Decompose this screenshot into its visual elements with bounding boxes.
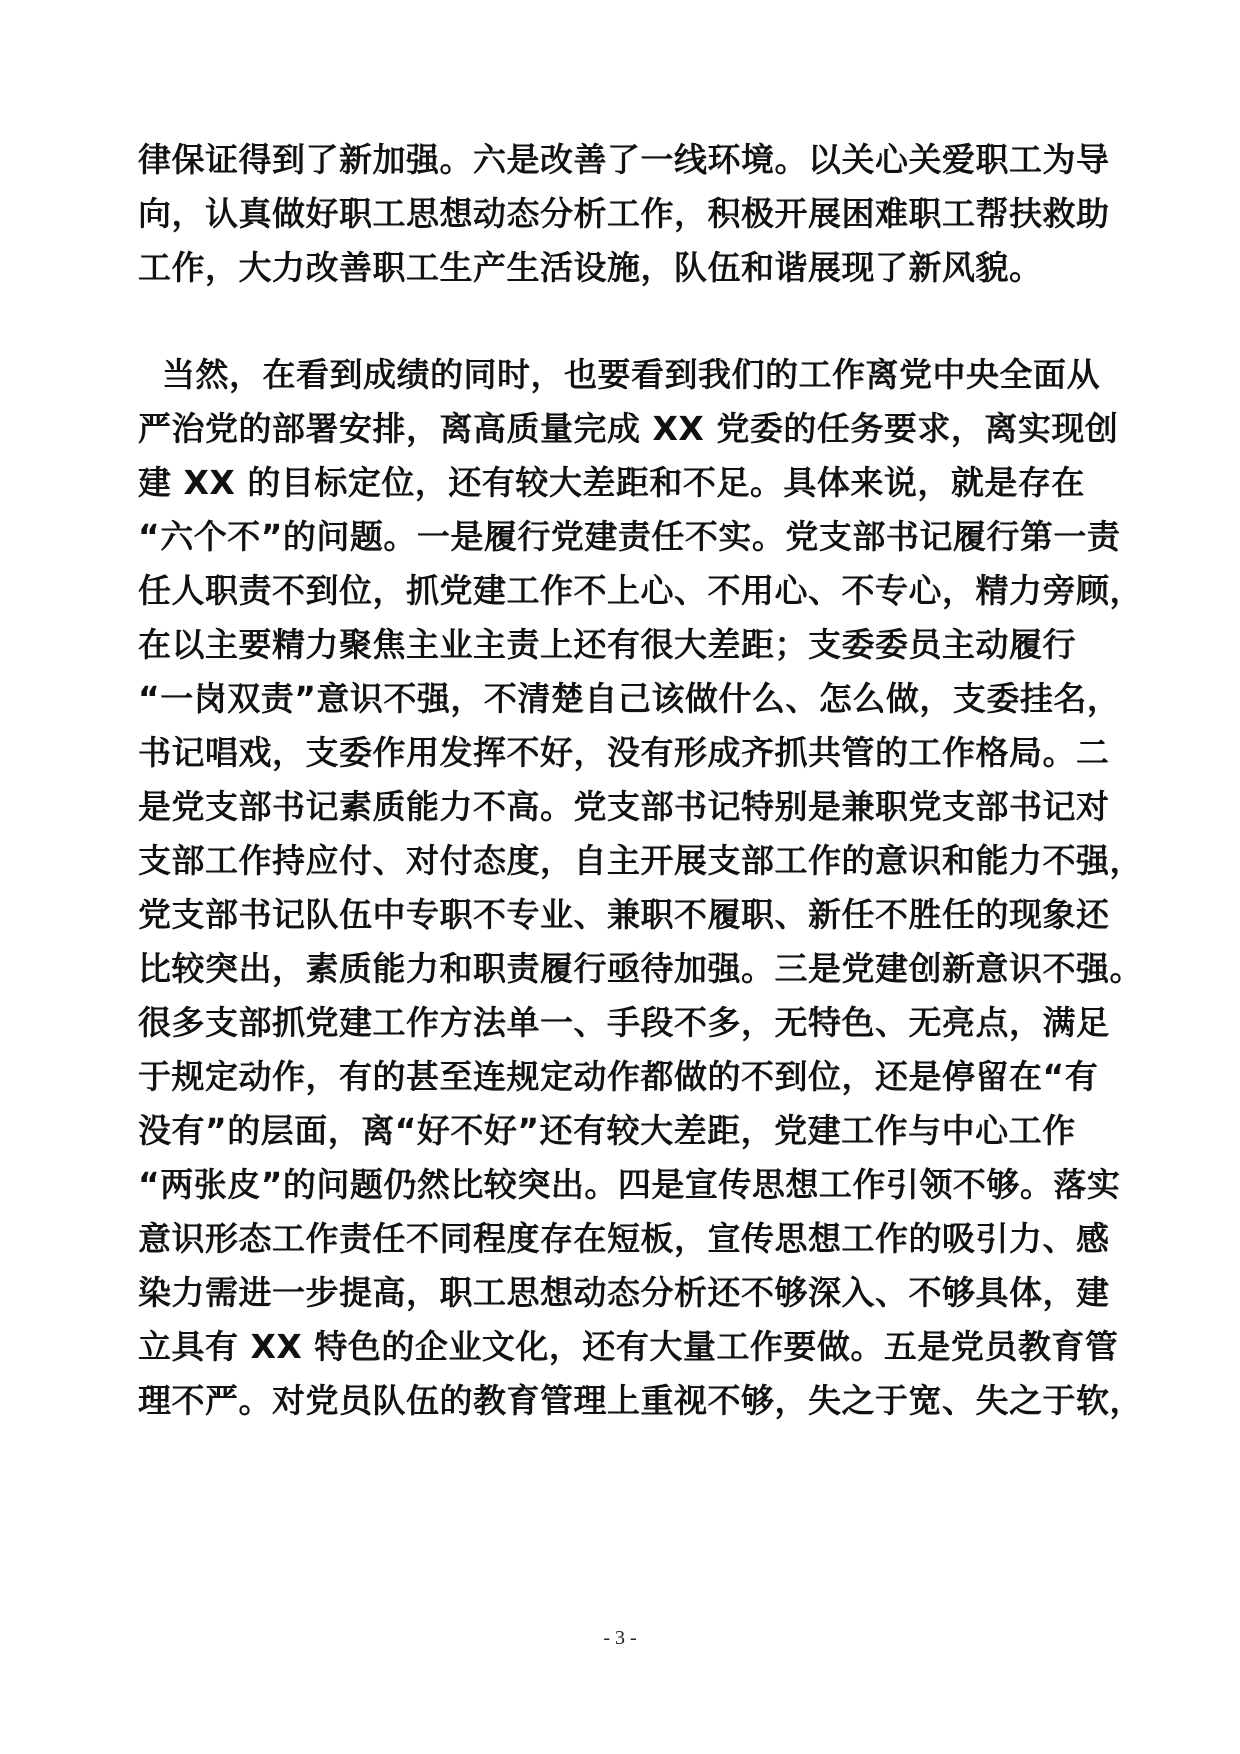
text-line: 理不严。对党员队伍的教育管理上重视不够，失之于宽、失之于软， [138,1381,1143,1420]
text-line: 染力需进一步提高，职工思想动态分析还不够深入、不够具体，建 [138,1273,1110,1312]
page-number: - 3 - [603,1627,637,1649]
text-line: “两张皮”的问题仍然比较突出。四是宣传思想工作引领不够。落实 [138,1165,1121,1204]
text-line: 律保证得到了新加强。六是改善了一线环境。以关心关爱职工为导 [138,140,1110,179]
text-line: 向，认真做好职工思想动态分析工作，积极开展困难职工帮扶救助 [138,194,1110,233]
text-line: 没有”的层面，离“好不好”还有较大差距，党建工作与中心工作 [138,1111,1076,1150]
text-line: 严治党的部署安排，离高质量完成 XX 党委的任务要求，离实现创 [138,409,1119,448]
text-line: 任人职责不到位，抓党建工作不上心、不用心、不专心，精力旁顾， [138,571,1143,610]
text-line: 于规定动作，有的甚至连规定动作都做的不到位，还是停留在“有 [138,1057,1099,1096]
text-line: 支部工作持应付、对付态度，自主开展支部工作的意识和能力不强， [138,841,1143,880]
text-line: 比较突出，素质能力和职责履行亟待加强。三是党建创新意识不强。 [138,949,1143,988]
text-line: 立具有 XX 特色的企业文化，还有大量工作要做。五是党员教育管 [138,1327,1119,1366]
text-line: 党支部书记队伍中专职不专业、兼职不履职、新任不胜任的现象还 [138,895,1110,934]
text-line: 是党支部书记素质能力不高。党支部书记特别是兼职党支部书记对 [138,787,1110,826]
text-line: 当然，在看到成绩的同时，也要看到我们的工作离党中央全面从 [138,355,1100,394]
text-line: 意识形态工作责任不同程度存在短板，宣传思想工作的吸引力、感 [138,1219,1110,1258]
text-line: 建 XX 的目标定位，还有较大差距和不足。具体来说，就是存在 [138,463,1085,502]
text-line: “六个不”的问题。一是履行党建责任不实。党支部书记履行第一责 [138,517,1121,556]
text-line: 很多支部抓党建工作方法单一、手段不多，无特色、无亮点，满足 [138,1003,1110,1042]
text-line: 工作，大力改善职工生产生活设施，队伍和谐展现了新风貌。 [138,248,1043,287]
text-line: “一岗双责”意识不强，不清楚自己该做什么、怎么做，支委挂名， [138,679,1121,718]
text-line: 书记唱戏，支委作用发挥不好，没有形成齐抓共管的工作格局。二 [138,733,1110,772]
text-line: 在以主要精力聚焦主业主责上还有很大差距；支委委员主动履行 [138,625,1076,664]
